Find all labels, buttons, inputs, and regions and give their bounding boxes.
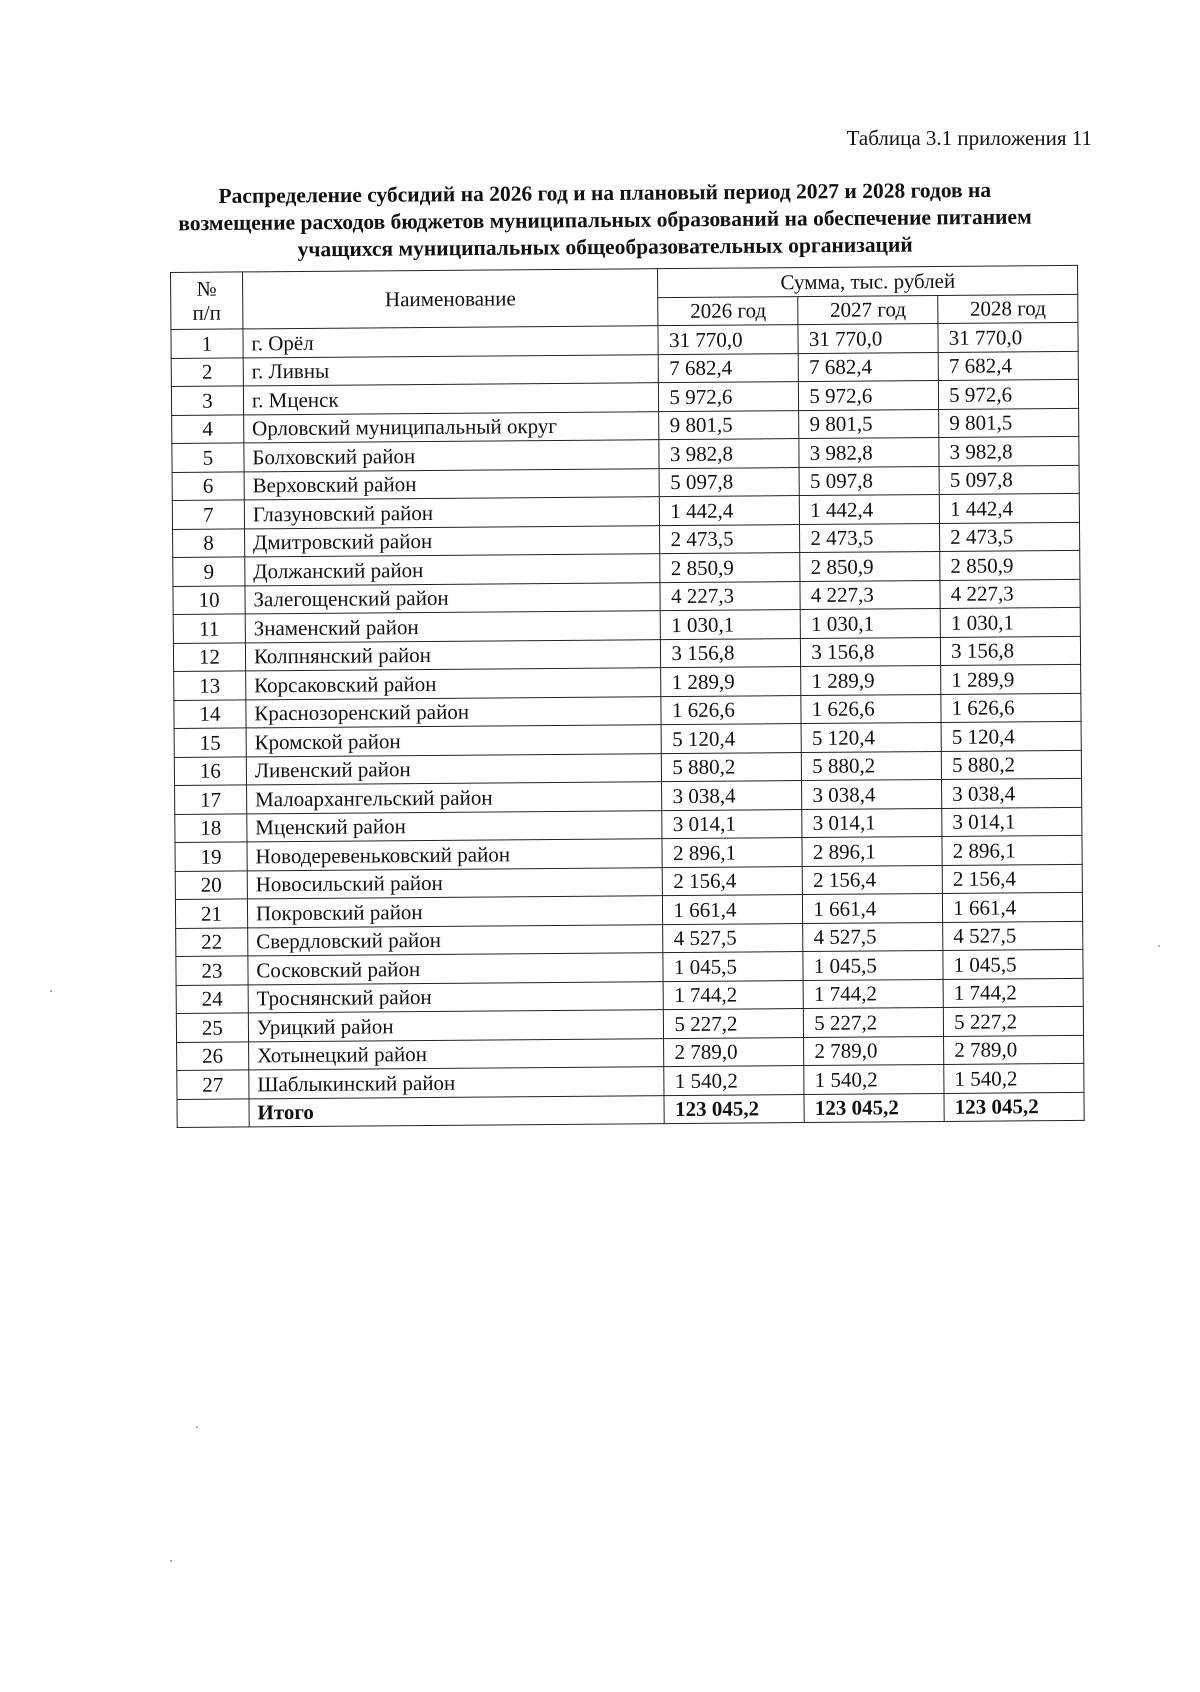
column-header-year-2027: 2027 год — [798, 295, 938, 325]
amount-2028: 3 038,4 — [942, 778, 1082, 808]
scan-speck — [196, 1426, 198, 1428]
amount-2026: 1 289,9 — [661, 667, 801, 697]
row-number: 14 — [174, 699, 246, 728]
amount-2026: 3 982,8 — [659, 439, 799, 469]
amount-2028: 5 972,6 — [939, 379, 1079, 409]
amount-2028: 1 289,9 — [941, 664, 1081, 694]
amount-2028: 2 789,0 — [944, 1035, 1084, 1065]
amount-2026: 2 789,0 — [664, 1037, 804, 1067]
total-label: Итого — [249, 1095, 665, 1127]
title-line: учащихся муниципальных общеобразовательных организаций — [297, 232, 913, 262]
row-number: 8 — [173, 528, 245, 557]
column-header-number-symbol: № — [196, 276, 217, 301]
row-number: 10 — [173, 585, 245, 614]
row-number: 6 — [172, 471, 244, 500]
total-number-empty — [177, 1098, 249, 1127]
amount-2027: 5 227,2 — [804, 1007, 944, 1037]
row-number: 19 — [175, 842, 247, 871]
municipality-name: Свердловский район — [248, 924, 664, 956]
amount-2027: 4 527,5 — [803, 922, 943, 952]
row-number: 13 — [174, 671, 246, 700]
row-number: 7 — [172, 500, 244, 529]
amount-2027: 1 045,5 — [803, 950, 943, 980]
municipality-name: Шаблыкинский район — [249, 1067, 665, 1099]
amount-2027: 2 156,4 — [802, 865, 942, 895]
municipality-name: Хотынецкий район — [248, 1038, 664, 1070]
amount-2027: 5 880,2 — [802, 751, 942, 781]
municipality-name: Урицкий район — [248, 1010, 664, 1042]
row-number: 3 — [171, 386, 243, 415]
amount-2028: 5 227,2 — [943, 1006, 1083, 1036]
amount-2026: 1 661,4 — [663, 895, 803, 925]
amount-2028: 2 896,1 — [942, 835, 1082, 865]
amount-2026: 2 473,5 — [660, 524, 800, 554]
amount-2026: 2 896,1 — [662, 838, 802, 868]
amount-2027: 2 896,1 — [802, 836, 942, 866]
amount-2028: 2 473,5 — [940, 522, 1080, 552]
amount-2026: 1 626,6 — [661, 695, 801, 725]
row-number: 26 — [177, 1041, 249, 1070]
amount-2028: 1 661,4 — [943, 892, 1083, 922]
municipality-name: Корсаковский район — [246, 668, 662, 700]
scan-speck — [170, 1560, 172, 1562]
amount-2026: 1 045,5 — [663, 952, 803, 982]
row-number: 5 — [172, 443, 244, 472]
amount-2027: 3 156,8 — [801, 637, 941, 667]
amount-2027: 1 661,4 — [803, 893, 943, 923]
column-header-number-abbr: п/п — [192, 300, 222, 325]
column-header-number — [171, 272, 243, 330]
amount-2028: 1 030,1 — [940, 607, 1080, 637]
amount-2028: 1 744,2 — [943, 978, 1083, 1008]
municipality-name: Краснозоренский район — [246, 696, 662, 728]
amount-2027: 7 682,4 — [798, 352, 938, 382]
amount-2027: 2 473,5 — [800, 523, 940, 553]
amount-2026: 3 156,8 — [661, 638, 801, 668]
municipality-name: Болховский район — [244, 440, 660, 472]
row-number: 1 — [171, 329, 243, 358]
amount-2026: 5 880,2 — [662, 752, 802, 782]
amount-2026: 5 120,4 — [662, 724, 802, 754]
amount-2026: 1 540,2 — [664, 1066, 804, 1096]
amount-2028: 3 156,8 — [941, 636, 1081, 666]
amount-2027: 1 744,2 — [803, 979, 943, 1009]
municipality-name: Знаменский район — [245, 611, 661, 643]
table-body — [171, 322, 1084, 1127]
amount-2027: 3 982,8 — [799, 437, 939, 467]
amount-2028: 5 097,8 — [939, 465, 1079, 495]
row-number: 4 — [172, 414, 244, 443]
amount-2027: 1 030,1 — [800, 608, 940, 638]
amount-2026: 2 850,9 — [660, 553, 800, 583]
municipality-name: Новосильский район — [247, 867, 663, 899]
amount-2026: 4 527,5 — [663, 923, 803, 953]
amount-2028: 1 442,4 — [939, 493, 1079, 523]
amount-2028: 2 850,9 — [940, 550, 1080, 580]
total-2028: 123 045,2 — [944, 1092, 1084, 1122]
municipality-name: Новодеревеньковский район — [247, 839, 663, 871]
municipality-name: Верховский район — [244, 468, 660, 500]
amount-2026: 7 682,4 — [659, 353, 799, 383]
scan-speck — [50, 990, 52, 992]
amount-2027: 5 972,6 — [799, 380, 939, 410]
municipality-name: Колпнянский район — [245, 639, 661, 671]
row-number: 2 — [171, 357, 243, 386]
amount-2028: 1 626,6 — [941, 693, 1081, 723]
row-number: 9 — [173, 557, 245, 586]
row-number: 15 — [174, 728, 246, 757]
amount-2027: 5 120,4 — [801, 722, 941, 752]
subsidy-table — [170, 265, 1085, 1128]
amount-2028: 7 682,4 — [938, 351, 1078, 381]
amount-2027: 3 038,4 — [802, 779, 942, 809]
amount-2027: 2 789,0 — [804, 1036, 944, 1066]
amount-2026: 9 801,5 — [659, 410, 799, 440]
amount-2027: 2 850,9 — [800, 551, 940, 581]
table-header — [171, 265, 1078, 329]
amount-2026: 31 770,0 — [658, 325, 798, 355]
municipality-name: Дмитровский район — [244, 525, 660, 557]
amount-2028: 1 045,5 — [943, 949, 1083, 979]
row-number: 27 — [177, 1070, 249, 1099]
municipality-name: Орловский муниципальный округ — [243, 411, 659, 443]
amount-2027: 1 289,9 — [801, 665, 941, 695]
amount-2026: 3 038,4 — [662, 781, 802, 811]
row-number: 24 — [176, 984, 248, 1013]
amount-2028: 2 156,4 — [942, 864, 1082, 894]
municipality-name: Глазуновский район — [244, 497, 660, 529]
municipality-name: г. Орёл — [243, 326, 659, 358]
amount-2026: 1 442,4 — [660, 496, 800, 526]
amount-2026: 5 097,8 — [660, 467, 800, 497]
scan-speck — [1158, 945, 1160, 947]
total-row — [177, 1092, 1084, 1128]
municipality-name: Сосковский район — [248, 953, 664, 985]
amount-2026: 5 972,6 — [659, 382, 799, 412]
column-header-year-2026: 2026 год — [658, 296, 798, 326]
municipality-name: Ливенский район — [246, 753, 662, 785]
row-number: 20 — [175, 870, 247, 899]
row-number: 11 — [173, 614, 245, 643]
title-line: Распределение субсидий на 2026 год и на плановый период 2027 и 2028 годов на — [218, 177, 992, 209]
amount-2028: 31 770,0 — [938, 322, 1078, 352]
column-header-year-2028: 2028 год — [938, 294, 1078, 324]
amount-2027: 1 626,6 — [801, 694, 941, 724]
amount-2027: 1 442,4 — [800, 494, 940, 524]
municipality-name: Должанский район — [245, 554, 661, 586]
municipality-name: г. Ливны — [243, 354, 659, 386]
municipality-name: Покровский район — [247, 896, 663, 928]
amount-2026: 2 156,4 — [663, 866, 803, 896]
row-number: 18 — [175, 813, 247, 842]
amount-2028: 3 014,1 — [942, 807, 1082, 837]
amount-2027: 31 770,0 — [798, 323, 938, 353]
amount-2028: 4 227,3 — [940, 579, 1080, 609]
municipality-name: Малоархангельский район — [246, 782, 662, 814]
municipality-name: Залегощенский район — [245, 582, 661, 614]
amount-2026: 3 014,1 — [662, 809, 802, 839]
amount-2027: 4 227,3 — [800, 580, 940, 610]
row-number: 12 — [173, 642, 245, 671]
amount-2027: 5 097,8 — [799, 466, 939, 496]
amount-2026: 4 227,3 — [660, 581, 800, 611]
row-number: 17 — [175, 785, 247, 814]
amount-2028: 3 982,8 — [939, 436, 1079, 466]
amount-2027: 3 014,1 — [802, 808, 942, 838]
amount-2028: 1 540,2 — [944, 1063, 1084, 1093]
amount-2028: 5 120,4 — [941, 721, 1081, 751]
row-number: 16 — [174, 756, 246, 785]
row-number: 21 — [175, 899, 247, 928]
amount-2027: 1 540,2 — [804, 1064, 944, 1094]
row-number: 22 — [176, 927, 248, 956]
column-header-name: Наименование — [242, 269, 658, 329]
municipality-name: Троснянский район — [248, 981, 664, 1013]
municipality-name: г. Мценск — [243, 383, 659, 415]
row-number: 23 — [176, 956, 248, 985]
municipality-name: Мценский район — [247, 810, 663, 842]
amount-2027: 9 801,5 — [799, 409, 939, 439]
amount-2028: 9 801,5 — [939, 408, 1079, 438]
amount-2028: 4 527,5 — [943, 921, 1083, 951]
amount-2026: 1 744,2 — [664, 980, 804, 1010]
total-2027: 123 045,2 — [804, 1093, 944, 1123]
row-number: 25 — [176, 1013, 248, 1042]
amount-2026: 5 227,2 — [664, 1009, 804, 1039]
amount-2028: 5 880,2 — [941, 750, 1081, 780]
municipality-name: Кромской район — [246, 725, 662, 757]
column-header-sum: Сумма, тыс. рублей — [658, 265, 1078, 297]
amount-2026: 1 030,1 — [661, 610, 801, 640]
table-reference: Таблица 3.1 приложения 11 — [846, 126, 1092, 150]
total-2026: 123 045,2 — [664, 1094, 804, 1124]
title-line: возмещение расходов бюджетов муниципальных образований на обеспечение питанием — [178, 204, 1032, 236]
document-title — [110, 176, 1101, 265]
